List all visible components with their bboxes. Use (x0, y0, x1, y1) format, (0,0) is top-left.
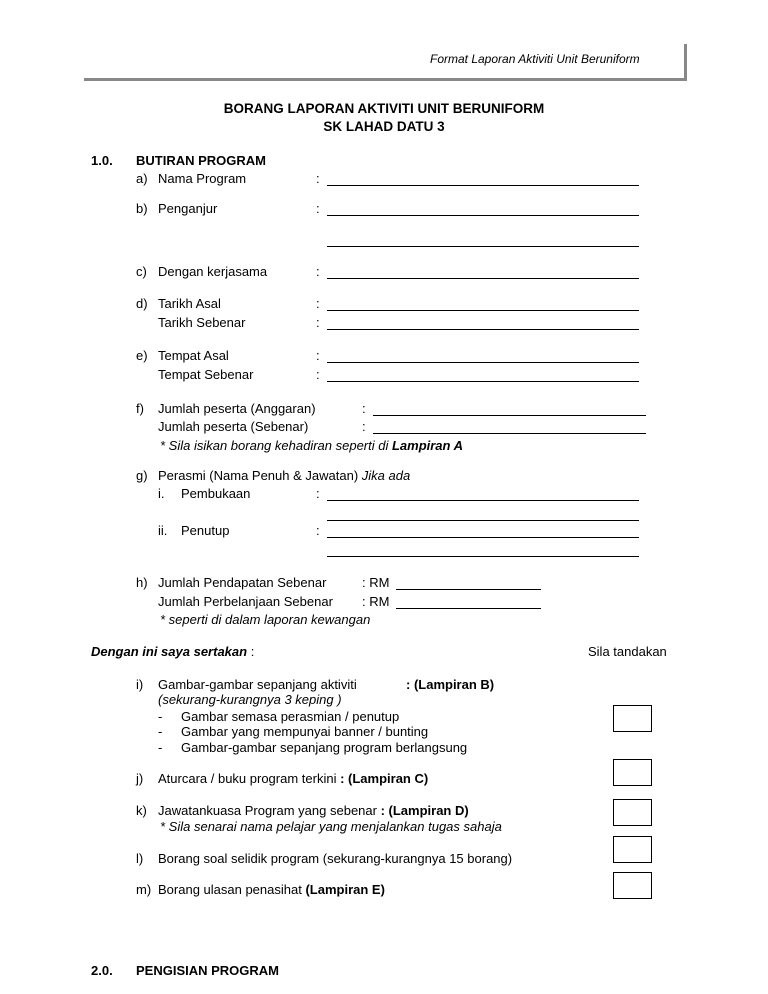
field-label-perasmi: Perasmi (Nama Penuh & Jawatan) Jika ada (158, 468, 411, 483)
form-subtitle: SK LAHAD DATU 3 (323, 119, 445, 134)
field-colon: : (362, 419, 366, 434)
finance-note: * seperti di dalam laporan kewangan (160, 612, 371, 627)
item-marker: e) (136, 348, 148, 363)
field-label-penganjur: Penganjur (158, 201, 218, 216)
item-marker: f) (136, 401, 144, 416)
item-marker: h) (136, 575, 148, 590)
checkbox-lampiran-e[interactable] (613, 872, 652, 899)
header-rule-vertical (684, 44, 687, 81)
attachment-label-gambar: Gambar-gambar sepanjang aktiviti (158, 677, 357, 692)
item-marker: l) (136, 851, 144, 866)
sub-marker: ii. (158, 523, 168, 538)
jumlah-anggaran-field[interactable] (373, 415, 646, 416)
field-label-tarikh-sebenar: Tarikh Sebenar (158, 315, 246, 330)
field-label-tempat-sebenar: Tempat Sebenar (158, 367, 254, 382)
field-label-pendapatan: Jumlah Pendapatan Sebenar (158, 575, 327, 590)
field-colon: : (316, 171, 320, 186)
tarikh-sebenar-field[interactable] (327, 329, 639, 330)
section-number: 1.0. (91, 153, 113, 168)
field-label-nama-program: Nama Program (158, 171, 247, 186)
jumlah-sebenar-field[interactable] (373, 433, 646, 434)
section-number: 2.0. (91, 963, 113, 978)
form-title: BORANG LAPORAN AKTIVITI UNIT BERUNIFORM (223, 101, 545, 116)
bullet-text: Gambar semasa perasmian / penutup (181, 709, 400, 724)
section-heading: BUTIRAN PROGRAM (136, 153, 266, 168)
field-colon: : (316, 486, 320, 501)
item-marker: g) (136, 468, 148, 483)
tarikh-asal-field[interactable] (327, 310, 639, 311)
section-heading: PENGISIAN PROGRAM (136, 963, 280, 978)
dengan-kerjasama-field[interactable] (327, 278, 639, 279)
header-rule (84, 78, 686, 81)
pembukaan-field-line2[interactable] (327, 520, 639, 521)
perbelanjaan-field[interactable] (396, 608, 541, 609)
item-marker: k) (136, 803, 147, 818)
pendapatan-field[interactable] (396, 589, 541, 590)
currency-label: : RM (362, 575, 390, 590)
item-marker: b) (136, 201, 148, 216)
certify-heading: Dengan ini saya sertakan : (91, 644, 255, 659)
pembukaan-field[interactable] (327, 500, 639, 501)
field-label-pembukaan: Pembukaan (181, 486, 251, 501)
item-marker: m) (136, 882, 152, 897)
checkbox-soal-selidik[interactable] (613, 836, 652, 863)
field-label-jumlah-anggaran: Jumlah peserta (Anggaran) (158, 401, 316, 416)
item-marker: a) (136, 171, 148, 186)
field-colon: : (316, 348, 320, 363)
field-colon: : (316, 315, 320, 330)
tempat-sebenar-field[interactable] (327, 381, 639, 382)
bullet-dash: - (158, 709, 163, 724)
item-marker: c) (136, 264, 147, 279)
checkbox-lampiran-d[interactable] (613, 799, 652, 826)
item-marker: j) (136, 771, 144, 786)
field-label-penutup: Penutup (181, 523, 230, 538)
sub-marker: i. (158, 486, 165, 501)
attachment-label-aturcara: Aturcara / buku program terkini : (Lampiran C) (158, 771, 429, 786)
field-colon: : (362, 401, 366, 416)
field-colon: : (316, 296, 320, 311)
penganjur-field[interactable] (327, 215, 639, 216)
field-label-tarikh-asal: Tarikh Asal (158, 296, 221, 311)
attachment-label-ulasan: Borang ulasan penasihat (Lampiran E) (158, 882, 385, 897)
field-colon: : (316, 523, 320, 538)
attachment-note: * Sila senarai nama pelajar yang menjalankan tugas sahaja (160, 819, 502, 834)
field-colon: : (316, 264, 320, 279)
bullet-text: Gambar yang mempunyai banner / bunting (181, 724, 429, 739)
penganjur-field-line2[interactable] (327, 246, 639, 247)
bullet-dash: - (158, 724, 163, 739)
field-label-perbelanjaan: Jumlah Perbelanjaan Sebenar (158, 594, 333, 609)
item-marker: d) (136, 296, 148, 311)
attachment-label-soal-selidik: Borang soal selidik program (sekurang-kurangnya 15 borang) (158, 851, 513, 866)
attachment-ref: : (Lampiran B) (406, 677, 495, 692)
bullet-text: Gambar-gambar sepanjang program berlangsung (181, 740, 468, 755)
tempat-asal-field[interactable] (327, 362, 639, 363)
running-header: Format Laporan Aktiviti Unit Beruniform (430, 52, 640, 66)
field-label-dengan-kerjasama: Dengan kerjasama (158, 264, 268, 279)
currency-label: : RM (362, 594, 390, 609)
penutup-field-line2[interactable] (327, 556, 639, 557)
field-label-jumlah-sebenar: Jumlah peserta (Sebenar) (158, 419, 309, 434)
checkbox-lampiran-c[interactable] (613, 759, 652, 786)
attendance-note: * Sila isikan borang kehadiran seperti di Lampiran A (160, 438, 463, 453)
field-colon: : (316, 201, 320, 216)
item-marker: i) (136, 677, 144, 692)
nama-program-field[interactable] (327, 185, 639, 186)
tick-instruction: Sila tandakan (588, 644, 667, 659)
checkbox-lampiran-b[interactable] (613, 705, 652, 732)
field-colon: : (316, 367, 320, 382)
attachment-note: (sekurang-kurangnya 3 keping ) (158, 692, 342, 707)
penutup-field[interactable] (327, 537, 639, 538)
bullet-dash: - (158, 740, 163, 755)
field-label-tempat-asal: Tempat Asal (158, 348, 229, 363)
attachment-label-jawatankuasa: Jawatankuasa Program yang sebenar : (Lampiran D) (158, 803, 469, 818)
